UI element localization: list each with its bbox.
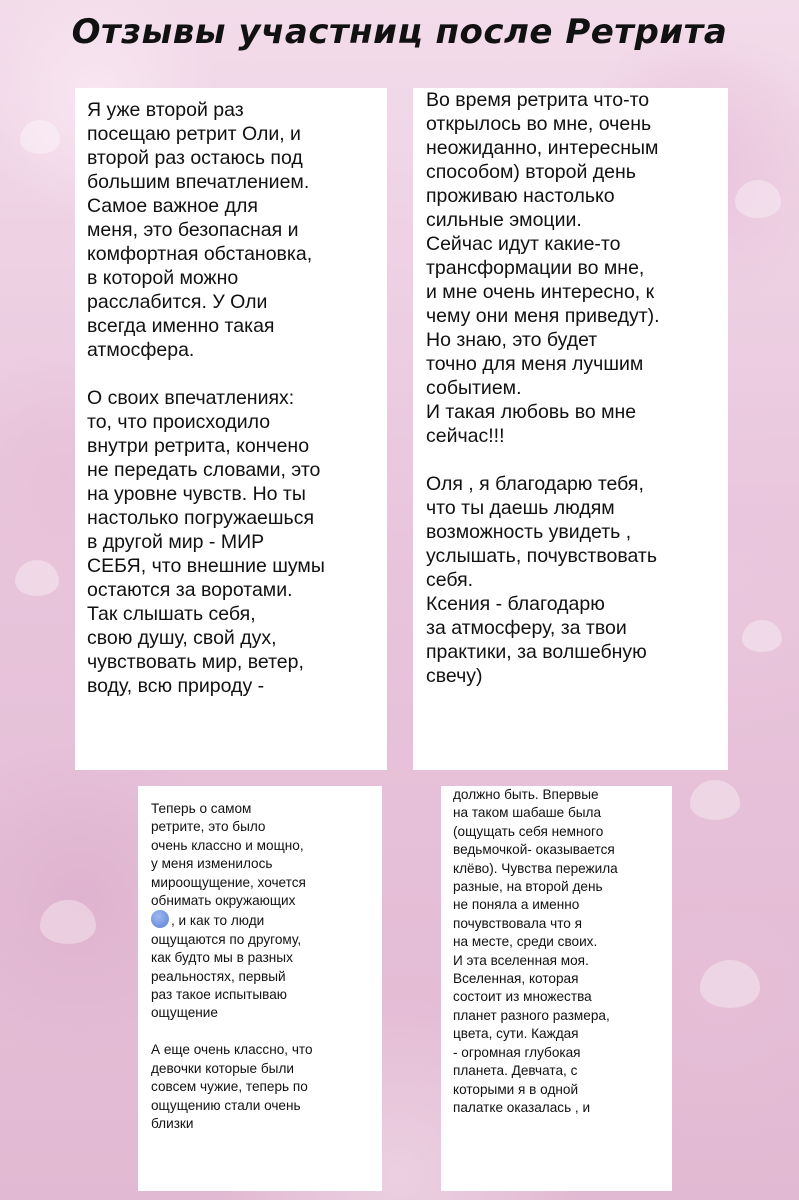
petal-decoration — [735, 180, 781, 218]
petal-decoration — [690, 780, 740, 820]
review-card-3-text-part1: Теперь о самом ретрите, это было очень классно и мощно, у меня изменилось мироощущение, хочется обнимать окружающих — [151, 801, 306, 909]
petal-decoration — [15, 560, 59, 596]
smiling-face-emoji-icon — [151, 910, 169, 928]
petal-decoration — [40, 900, 96, 944]
petal-decoration — [742, 620, 782, 652]
petal-decoration — [20, 120, 60, 154]
review-card-3-text-part2: , и как то люди ощущаются по другому, как будто мы в разных реальностях, первый раз такое испытываю ощущение А еще очень классно, что девочки которые были совсем чужие, теперь по ощущению стали очень близки — [151, 913, 313, 1131]
review-card-2: Во время ретрита что-то открылось во мне, очень неожиданно, интересным способом) второй день проживаю настолько сильные эмоции. Сейчас идут какие-то трансформации во мне, и мне очень интересно, к чему они меня приведут). Но знаю, это будет точно для меня лучшим событием. И такая любовь во мне сейчас!!! Оля , я благодарю тебя, что ты даешь людям возможность увидеть , услышать, почувствовать себя. Ксения - благодарю за атмосферу, за твои практики, за волшебную свечу) — [413, 88, 728, 770]
page-title: Отзывы участниц после Ретрита — [71, 12, 728, 52]
review-card-3 — [138, 786, 382, 1191]
review-card-4: должно быть. Впервые на таком шабаше была (ощущать себя немного ведьмочкой- оказывается клёво). Чувства пережила разные, на второй день не поняла а именно почувствовала что я на месте, среди своих. И эта вселенная моя. Вселенная, которая состоит из множества планет разного размера, цвета, сути. Каждая - огромная глубокая планета. Девчата, с которыми я в одной палатке оказалась , и — [441, 786, 672, 1191]
review-card-1: Я уже второй раз посещаю ретрит Оли, и второй раз остаюсь под большим впечатлением. Самое важное для меня, это безопасная и комфортная обстановка, в которой можно расслабится. У Оли всегда именно такая атмосфера. О своих впечатлениях: то, что происходило внутри ретрита, кончено не передать словами, это на уровне чувств. Но ты настолько погружаешься в другой мир - МИР СЕБЯ, что внешние шумы остаются за воротами. Так слышать себя, свою душу, свой дух, чувствовать мир, ветер, воду, всю природу - — [75, 88, 387, 770]
petal-decoration — [700, 960, 760, 1008]
